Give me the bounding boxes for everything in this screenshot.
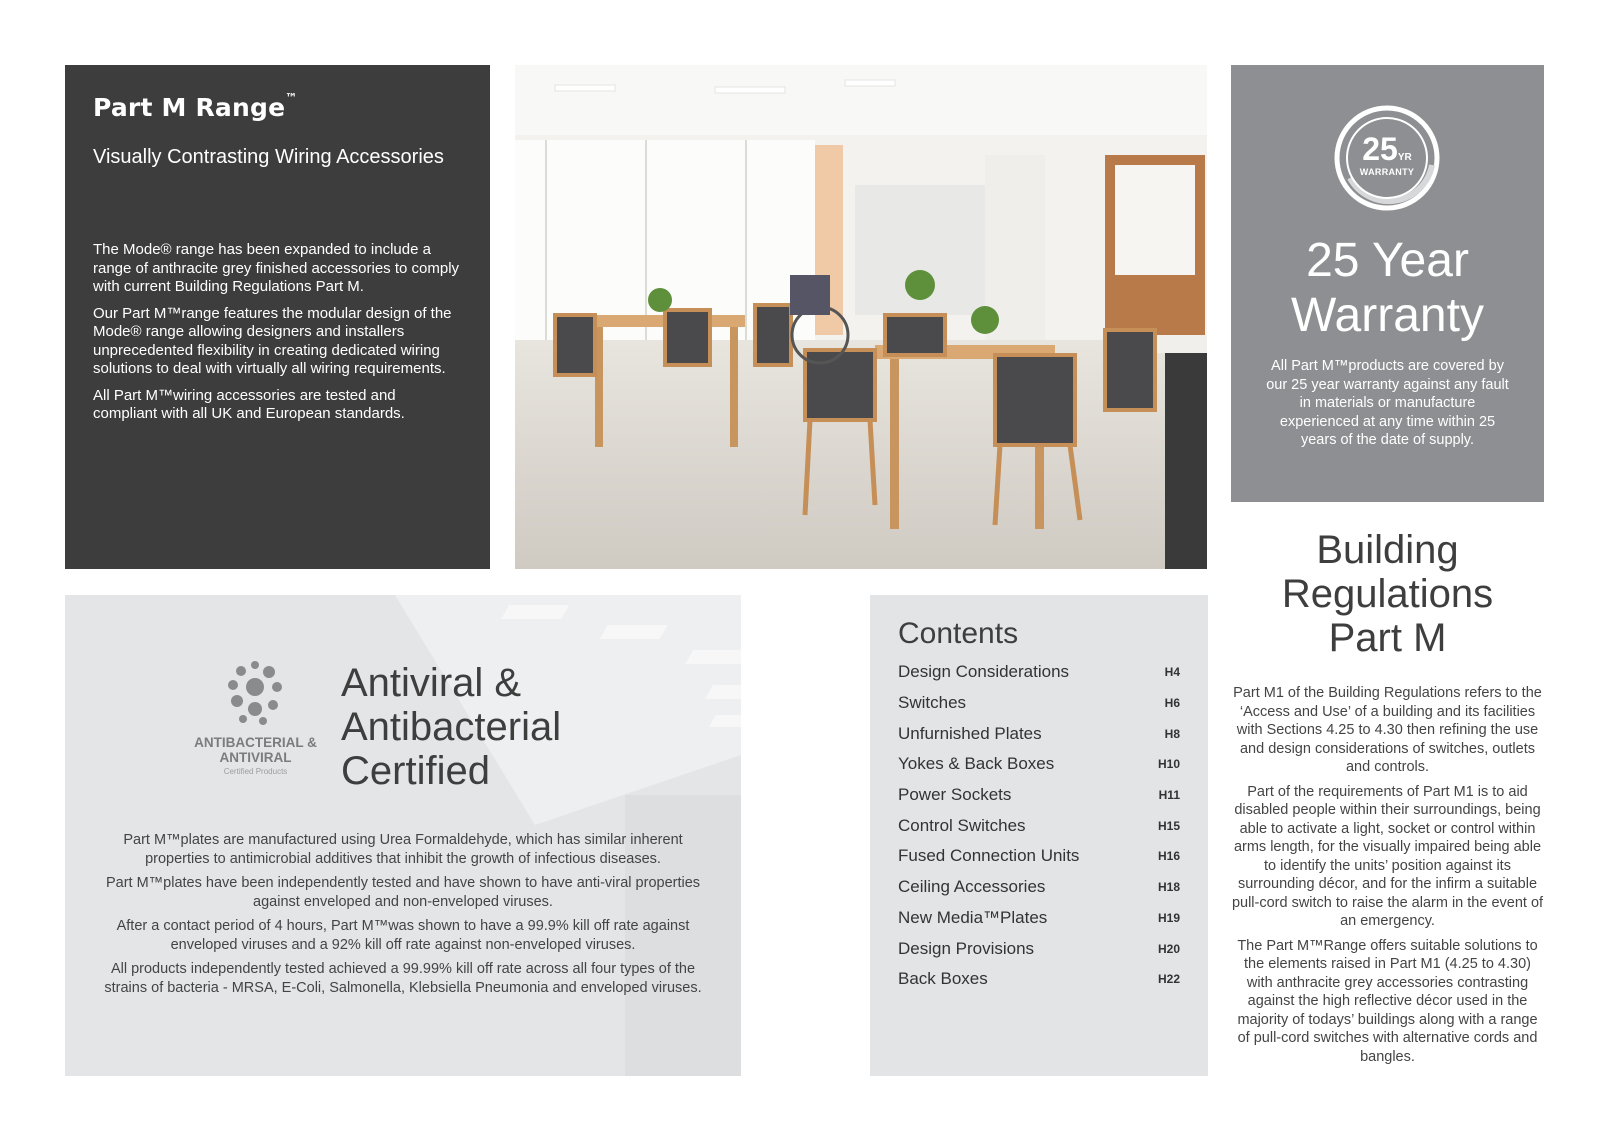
- contents-item-label: Yokes & Back Boxes: [898, 754, 1055, 774]
- intro-body: [93, 241, 462, 424]
- contents-item-page: H10: [1157, 757, 1180, 772]
- contents-heading: Contents: [898, 617, 1019, 650]
- building-regs-body: [1231, 684, 1544, 1066]
- antiviral-paragraph: After a contact period of 4 hours, Part M™was shown to have a 99.9% kill off rate against enveloped viruses and a 92% kill off rate against non-enveloped viruses.: [116, 918, 690, 953]
- contents-item[interactable]: [898, 657, 1180, 688]
- contents-item-page: H22: [1157, 972, 1180, 987]
- contents-item[interactable]: [898, 933, 1180, 964]
- antiviral-heading: Antiviral & Antibacterial Certified: [341, 661, 562, 793]
- intro-paragraph: All Part M™wiring accessories are tested and compliant with all UK and European standards.: [93, 386, 405, 422]
- contents-item[interactable]: [898, 688, 1180, 719]
- intro-paragraph: The Mode® range has been expanded to include a range of anthracite grey finished accessories to comply with current Building Regulations Part M.: [93, 241, 460, 295]
- warranty-badge: [1332, 103, 1442, 213]
- contents-item-page: H20: [1157, 941, 1180, 956]
- brand-name: Part M Range: [93, 93, 286, 122]
- contents-item-label: Design Provisions: [898, 938, 1035, 958]
- dining-room-illustration: [515, 65, 1207, 569]
- warranty-text: All Part M™products are covered by our 25 year warranty against any fault in materials or manufacture experienced at any time within 25 years of the date of supply.: [1266, 358, 1509, 448]
- contents-item[interactable]: [898, 872, 1180, 903]
- brand-title: [93, 93, 462, 122]
- contents-item-label: Design Considerations: [898, 662, 1070, 682]
- warranty-title: 25 Year Warranty: [1291, 234, 1484, 342]
- contents-item-page: H11: [1158, 788, 1180, 803]
- contents-item-label: Control Switches: [898, 815, 1026, 835]
- contents-item[interactable]: [898, 903, 1180, 934]
- antiviral-paragraph: All products independently tested achieved a 99.99% kill off rate across all four types of the strains of bacteria - MRSA, E-Coli, Salmonella, Klebsiella Pneumonia and enveloped viruses.: [104, 961, 702, 996]
- dining-room-photo: [515, 65, 1207, 569]
- contents-item-label: Fused Connection Units: [898, 846, 1080, 866]
- contents-item[interactable]: [898, 780, 1180, 811]
- building-regs-section: [1231, 528, 1544, 1088]
- intro-panel: [65, 65, 490, 569]
- building-regs-heading: Building Regulations Part M: [1281, 528, 1494, 660]
- contents-item[interactable]: [898, 749, 1180, 780]
- intro-subtitle: Visually Contrasting Wiring Accessories: [93, 146, 444, 168]
- badge-years: 25: [1362, 131, 1398, 167]
- trademark-mark: ™: [285, 91, 298, 105]
- contents-item-page: H6: [1164, 696, 1180, 711]
- antibacterial-molecule-icon: [193, 657, 318, 732]
- contents-item-label: Back Boxes: [898, 969, 988, 989]
- contents-item[interactable]: [898, 841, 1180, 872]
- contents-item-label: Power Sockets: [898, 785, 1012, 805]
- building-regs-paragraph: The Part M™Range offers suitable solutions to the elements raised in Part M1 (4.25 to 4.30) with anthracite grey accessories contrasting against the high reflective décor used in the majority of todays’ buildings along with a range of pull-cord switches with alternative cords and bangles.: [1237, 937, 1538, 1065]
- contents-item-page: H16: [1157, 849, 1180, 864]
- contents-item-page: H18: [1157, 880, 1180, 895]
- contents-item-page: H19: [1157, 910, 1180, 925]
- contents-item-page: H4: [1164, 665, 1180, 680]
- antiviral-paragraph: Part M™plates are manufactured using Urea Formaldehyde, which has similar inherent properties to antimicrobial additives that inhibit the growth of infectious diseases.: [123, 832, 683, 867]
- logo-subtitle: Certified Products: [223, 767, 288, 776]
- contents-item-page: H8: [1164, 726, 1180, 741]
- antiviral-panel: [65, 595, 741, 1076]
- logo-title: ANTIBACTERIAL & ANTIVIRAL: [194, 735, 317, 765]
- contents-item[interactable]: [898, 718, 1180, 749]
- contents-item[interactable]: [898, 964, 1180, 995]
- badge-unit: YR: [1397, 152, 1412, 163]
- antibacterial-logo: [193, 657, 318, 781]
- intro-paragraph: Our Part M™range features the modular design of the Mode® range allowing designers and installers unprecedented flexibility in creating dedicated wiring solutions to deal with virtually all wiring requirements.: [93, 304, 452, 377]
- antiviral-paragraph: Part M™plates have been independently tested and have shown to have anti-viral properties against enveloped and non-enveloped viruses.: [105, 875, 701, 910]
- antiviral-body: [95, 831, 711, 1003]
- contents-item[interactable]: [898, 810, 1180, 841]
- contents-item-page: H15: [1157, 818, 1180, 833]
- contents-item-label: Ceiling Accessories: [898, 877, 1046, 897]
- warranty-panel: [1231, 65, 1544, 502]
- contents-item-label: New Media™Plates: [898, 907, 1048, 927]
- contents-item-label: Unfurnished Plates: [898, 723, 1042, 743]
- building-regs-paragraph: Part of the requirements of Part M1 is to aid disabled people within their surroundings, being able to activate a light, socket or control within arms length, for the visually impaired being able to identify the units’ position against its surrounding décor, and for the infirm a suitable pull-cord switch to raise the alarm in the event of an emergency.: [1231, 783, 1544, 929]
- contents-panel: [870, 595, 1208, 1076]
- badge-label: WARRANTY: [1359, 167, 1415, 177]
- contents-item-label: Switches: [898, 693, 967, 713]
- building-regs-paragraph: Part M1 of the Building Regulations refers to the ‘Access and Use’ of a building and its facilities with Sections 4.25 to 4.30 then refining the use and design considerations of switches, outlets and controls.: [1233, 685, 1542, 775]
